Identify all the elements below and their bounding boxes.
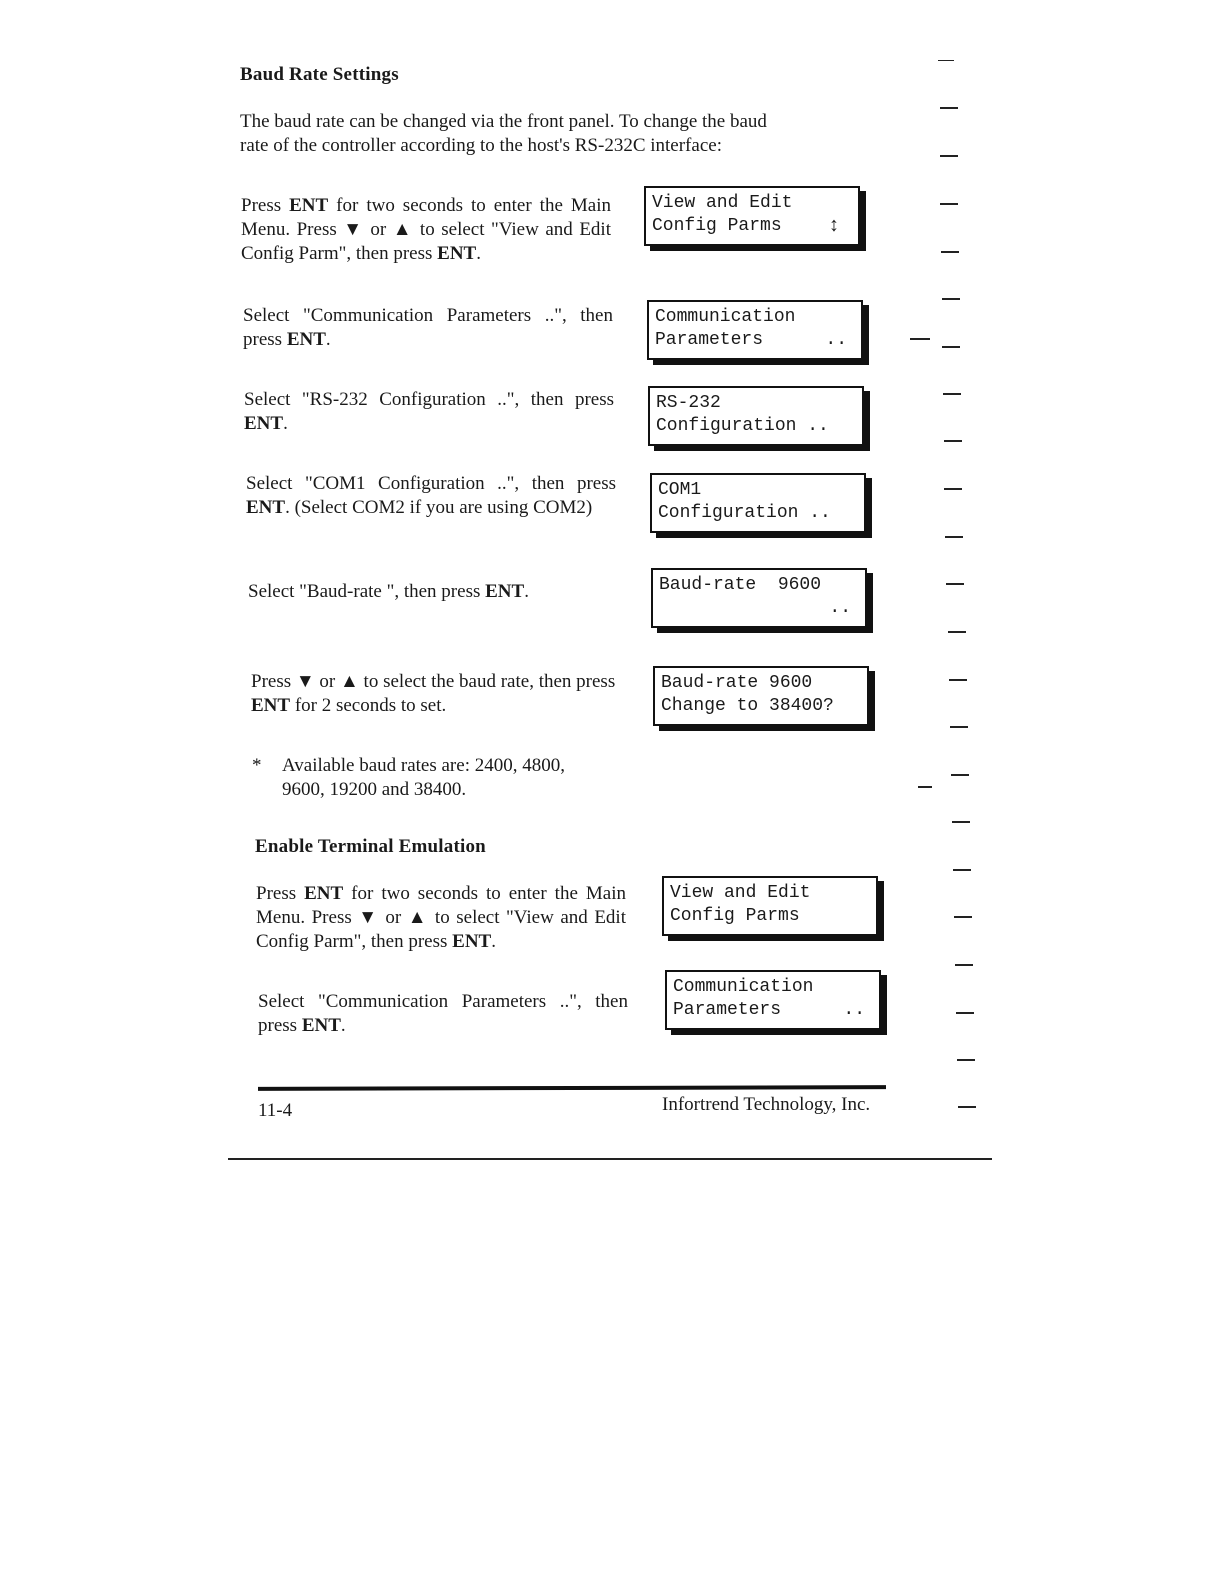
- company-name: Infortrend Technology, Inc.: [662, 1094, 871, 1115]
- step-text: Select "Communication Parameters ..", then press ENT.: [243, 305, 613, 350]
- lcd-line: View and Edit: [652, 193, 793, 213]
- lcd-line: Baud-rate 9600: [659, 575, 822, 595]
- lcd-display: [644, 186, 860, 246]
- margin-tick: [943, 393, 961, 395]
- note-text: [282, 754, 622, 802]
- step-text: Press ENT for two seconds to enter the Main Menu. Press ▼ or ▲ to select "View and Edit Config Parm", then press ENT.: [256, 883, 626, 952]
- section-title-baud: Baud Rate Settings: [240, 64, 399, 85]
- lcd-display: [651, 568, 867, 628]
- footer-rule: [258, 1085, 886, 1091]
- lcd-display: [648, 386, 864, 446]
- step-text: Select "Communication Parameters ..", then press ENT.: [258, 991, 628, 1036]
- margin-tick: [941, 251, 959, 253]
- lcd-line: RS-232: [656, 393, 721, 413]
- more-dots: ..: [829, 598, 851, 618]
- margin-tick: [940, 155, 958, 157]
- margin-tick: [952, 821, 970, 823]
- margin-tick: [949, 679, 967, 681]
- intro-line: rate of the controller according to the host's RS-232C interface:: [240, 135, 722, 156]
- lcd-line: Baud-rate 9600: [661, 673, 813, 693]
- margin-tick: [910, 338, 930, 340]
- lcd-line: Config Parms ↕: [652, 215, 840, 238]
- intro-line: The baud rate can be changed via the front panel. To change the baud: [240, 111, 767, 132]
- step-text: Press ENT for two seconds to enter the Main Menu. Press ▼ or ▲ to select "View and Edit Config Parm", then press ENT.: [241, 195, 611, 264]
- margin-tick: [945, 536, 963, 538]
- lcd-line: Configuration ..: [656, 416, 829, 436]
- lcd-line: Communication: [673, 977, 814, 997]
- margin-tick: [942, 346, 960, 348]
- margin-tick: [944, 440, 962, 442]
- lcd-display: [650, 473, 866, 533]
- note-bullet: *: [252, 755, 262, 776]
- up-down-arrow-icon: ↕: [827, 215, 840, 238]
- margin-tick: [942, 298, 960, 300]
- lcd-display: [665, 970, 881, 1030]
- more-dots: ..: [825, 330, 847, 350]
- margin-tick: [948, 631, 966, 633]
- lcd-display: [662, 876, 878, 936]
- margin-tick: [954, 916, 972, 918]
- margin-tick: [940, 107, 958, 109]
- lcd-line: COM1: [658, 480, 702, 500]
- note-line: 9600, 19200 and 38400.: [282, 779, 467, 800]
- step-text: Select "Baud-rate ", then press ENT.: [248, 581, 529, 602]
- note-line: Available baud rates are: 2400, 4800,: [282, 755, 565, 776]
- margin-tick: [951, 774, 969, 776]
- lcd-line: Change to 38400?: [661, 696, 834, 716]
- margin-tick: [940, 203, 958, 205]
- margin-tick: [950, 726, 968, 728]
- margin-tick: [918, 786, 932, 788]
- step-text: Select "RS-232 Configuration ..", then press ENT.: [244, 389, 614, 434]
- page-number: 11-4: [258, 1100, 293, 1121]
- more-dots: ..: [843, 1000, 865, 1020]
- intro-paragraph: [240, 110, 862, 158]
- lcd-line: Parameters ..: [673, 1000, 865, 1020]
- lcd-line: Communication: [655, 307, 796, 327]
- lcd-display: [653, 666, 869, 726]
- margin-tick: [938, 60, 954, 61]
- lcd-line: Configuration ..: [658, 503, 831, 523]
- margin-tick: [958, 1106, 976, 1108]
- margin-tick: [956, 1012, 974, 1014]
- step-text: Press ▼ or ▲ to select the baud rate, then press ENT for 2 seconds to set.: [251, 671, 616, 716]
- margin-tick: [957, 1059, 975, 1061]
- margin-tick: [955, 964, 973, 966]
- margin-tick: [953, 869, 971, 871]
- lcd-line: Parameters ..: [655, 330, 847, 350]
- scan-bottom-rule: [228, 1158, 992, 1160]
- margin-tick: [944, 488, 962, 490]
- lcd-display: [647, 300, 863, 360]
- section-title-terminal: Enable Terminal Emulation: [255, 836, 486, 857]
- step-text: Select "COM1 Configuration ..", then press ENT. (Select COM2 if you are using COM2): [246, 473, 616, 518]
- lcd-line: View and Edit: [670, 883, 811, 903]
- lcd-line: Config Parms: [670, 906, 800, 926]
- margin-tick: [946, 583, 964, 585]
